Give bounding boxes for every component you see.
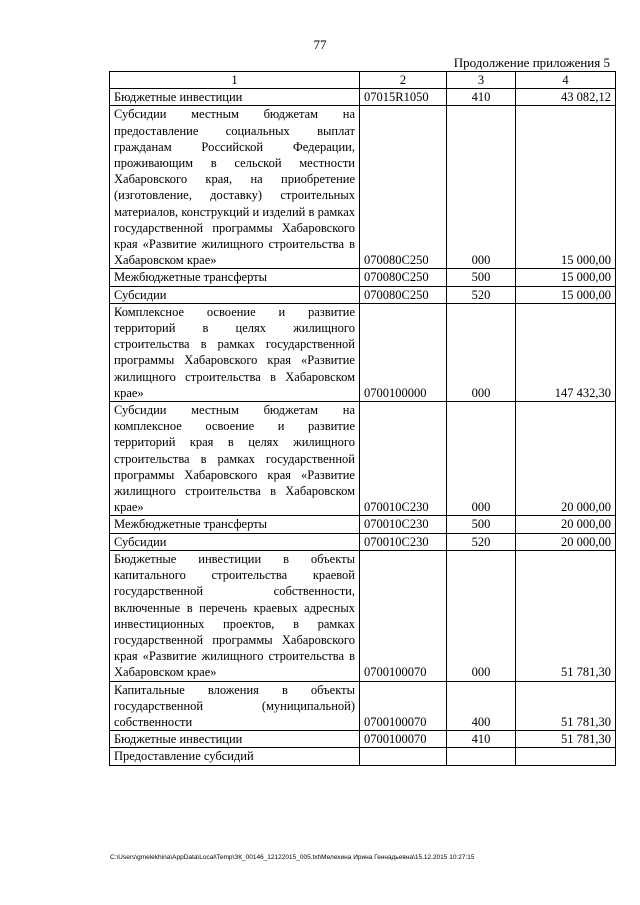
row-amount: 20 000,00	[516, 402, 616, 516]
table-row	[110, 748, 616, 765]
row-code: 07015R1050	[360, 89, 447, 106]
row-code: 0700100070	[360, 681, 447, 731]
row-expense-type	[447, 748, 516, 765]
row-amount: 15 000,00	[516, 286, 616, 303]
row-amount: 51 781,30	[516, 681, 616, 731]
row-name: Межбюджетные трансферты	[110, 516, 360, 533]
row-name: Капитальные вложения в объекты государственной (муниципальной) собственности	[110, 681, 360, 731]
row-code: 070010С230	[360, 402, 447, 516]
row-name: Бюджетные инвестиции	[110, 731, 360, 748]
table-row	[110, 106, 616, 269]
row-name: Предоставление субсидий	[110, 748, 360, 765]
row-name: Бюджетные инвестиции в объекты капитального строительства краевой государственной собственности, включенные в перечень краевых адресных инвестиционных проектов, в рамках государственной программы Хабаровского края «Развитие жилищного строительства в Хабаровском крае»	[110, 550, 360, 681]
table-row	[110, 516, 616, 533]
row-name: Субсидии местным бюджетам на предоставление социальных выплат гражданам Российской Федерации, проживающим в сельской местности Хабаровского края, на приобретение (изготовление, доставку) строительных материалов, конструкций и изделий в рамках государственной программы Хабаровского края «Развитие жилищного строительства в Хабаровском крае»	[110, 106, 360, 269]
table-row	[110, 269, 616, 286]
table-row	[110, 550, 616, 681]
table-row	[110, 533, 616, 550]
column-header-1: 1	[110, 72, 360, 89]
row-amount: 20 000,00	[516, 533, 616, 550]
row-expense-type: 520	[447, 533, 516, 550]
row-amount: 147 432,30	[516, 303, 616, 401]
row-code: 070080С250	[360, 286, 447, 303]
column-header-2: 2	[360, 72, 447, 89]
row-name: Субсидии местным бюджетам на комплексное освоение и развитие территорий края в целях жилищного строительства в рамках государственной программы Хабаровского края «Развитие жилищного строительства в Хабаровском крае»	[110, 402, 360, 516]
row-name: Субсидии	[110, 286, 360, 303]
file-path-footer: C:\Users\gmelekhina\AppData\Local\Temp\ЗК_00146_12122015_005.txt\Мелехина Ирина Геннадьевна\15.12.2015 10:27:15	[110, 854, 475, 861]
row-code: 070010С230	[360, 533, 447, 550]
row-amount: 43 082,12	[516, 89, 616, 106]
table-row	[110, 681, 616, 731]
row-name: Межбюджетные трансферты	[110, 269, 360, 286]
row-name: Бюджетные инвестиции	[110, 89, 360, 106]
row-code	[360, 748, 447, 765]
row-code: 0700100070	[360, 731, 447, 748]
table-row	[110, 89, 616, 106]
row-expense-type: 410	[447, 89, 516, 106]
row-expense-type: 000	[447, 106, 516, 269]
page-number: 77	[313, 37, 327, 52]
row-code: 0700100000	[360, 303, 447, 401]
row-code: 070080С250	[360, 106, 447, 269]
row-name: Комплексное освоение и развитие территорий в целях жилищного строительства в рамках государственной программы Хабаровского края «Развитие жилищного строительства в Хабаровском крае»	[110, 303, 360, 401]
row-code: 070080С250	[360, 269, 447, 286]
row-expense-type: 000	[447, 550, 516, 681]
row-name: Субсидии	[110, 533, 360, 550]
row-amount	[516, 748, 616, 765]
column-header-4: 4	[516, 72, 616, 89]
table-header-row	[110, 72, 616, 89]
table-row	[110, 303, 616, 401]
row-amount: 51 781,30	[516, 550, 616, 681]
row-expense-type: 000	[447, 402, 516, 516]
table-row	[110, 286, 616, 303]
row-expense-type: 520	[447, 286, 516, 303]
table-row	[110, 402, 616, 516]
row-amount: 51 781,30	[516, 731, 616, 748]
row-amount: 20 000,00	[516, 516, 616, 533]
row-amount: 15 000,00	[516, 269, 616, 286]
row-expense-type: 000	[447, 303, 516, 401]
row-amount: 15 000,00	[516, 106, 616, 269]
row-expense-type: 500	[447, 516, 516, 533]
table-row	[110, 731, 616, 748]
row-code: 070010С230	[360, 516, 447, 533]
column-header-3: 3	[447, 72, 516, 89]
row-expense-type: 410	[447, 731, 516, 748]
continuation-label: Продолжение приложения 5	[453, 55, 610, 70]
budget-table	[109, 71, 616, 766]
row-code: 0700100070	[360, 550, 447, 681]
row-expense-type: 400	[447, 681, 516, 731]
row-expense-type: 500	[447, 269, 516, 286]
